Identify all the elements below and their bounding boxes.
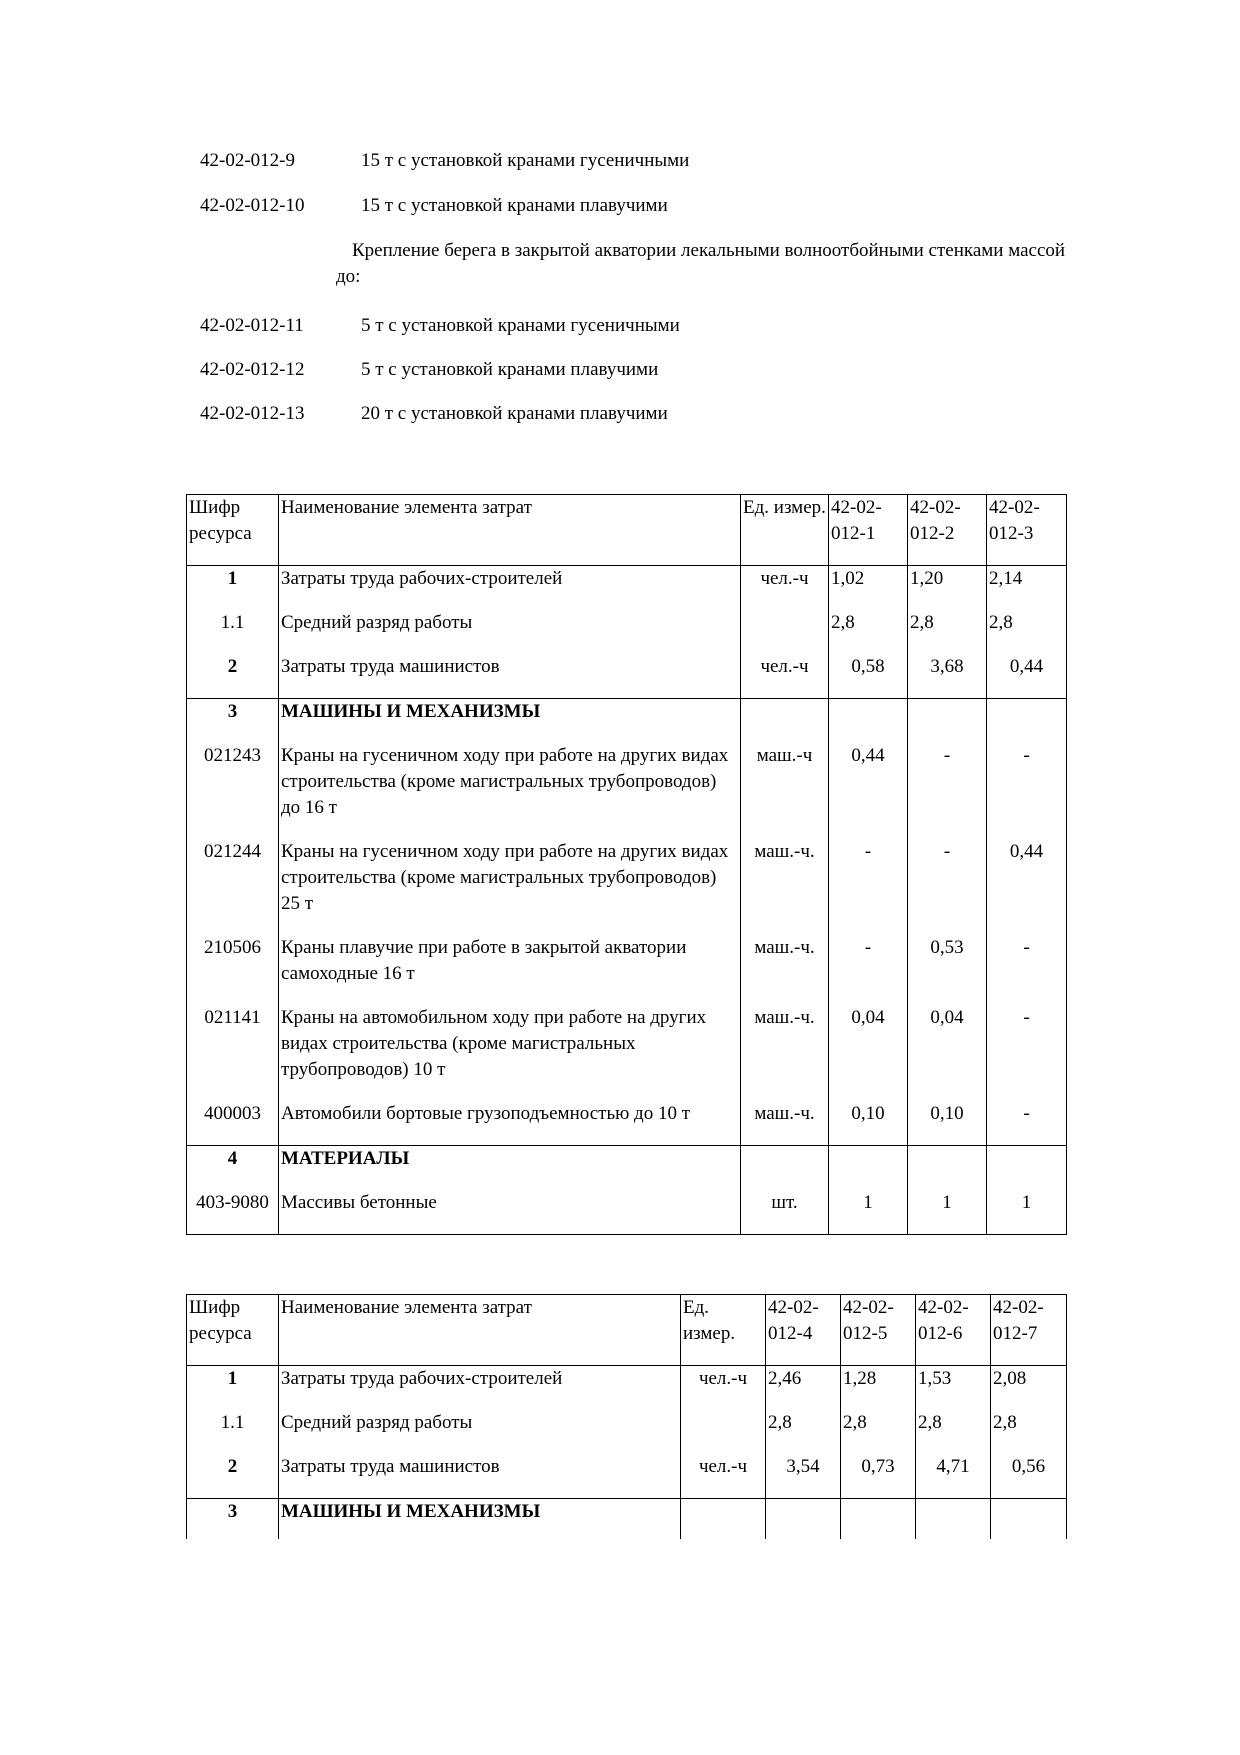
code-line <box>200 358 1080 382</box>
row-value <box>916 1499 991 1540</box>
row-value: 0,04 <box>829 1005 908 1101</box>
row-value: 2,8 <box>841 1410 916 1454</box>
row-value: 0,58 <box>829 654 908 699</box>
row-code: 403-9080 <box>187 1190 279 1235</box>
row-value: - <box>987 935 1067 1005</box>
row-value: 2,46 <box>766 1366 841 1411</box>
table-row <box>187 654 1067 699</box>
table-row <box>187 935 1067 1005</box>
row-value: 2,8 <box>766 1410 841 1454</box>
row-value: 2,8 <box>908 610 987 654</box>
code-desc: 20 т с установкой кранами плавучими <box>361 403 668 424</box>
row-name: Затраты труда рабочих-строителей <box>279 566 741 611</box>
header-cell: Ед. измер. <box>741 495 829 566</box>
row-value: 3,54 <box>766 1454 841 1499</box>
row-value: 0,73 <box>841 1454 916 1499</box>
row-value: - <box>987 743 1067 839</box>
row-code: 021243 <box>187 743 279 839</box>
table-row <box>187 566 1067 611</box>
row-value: 0,53 <box>908 935 987 1005</box>
code-line <box>200 402 1080 426</box>
row-unit: маш.-ч. <box>741 1101 829 1146</box>
row-name: Затраты труда рабочих-строителей <box>279 1366 681 1411</box>
header-cell: 42-02-012-1 <box>829 495 908 566</box>
row-code: 021244 <box>187 839 279 935</box>
row-name: Затраты труда машинистов <box>279 1454 681 1499</box>
table-header-row <box>187 1295 1067 1366</box>
row-code: 3 <box>187 1499 279 1540</box>
section-paragraph: Крепление берега в закрытой акватории лекальными волноотбойными стенками массой до: <box>336 240 1066 287</box>
row-value: - <box>987 1101 1067 1146</box>
code: 42-02-012-12 <box>200 359 305 380</box>
row-value <box>908 699 987 744</box>
row-name: Краны плавучие при работе в закрытой акватории самоходные 16 т <box>279 935 741 1005</box>
row-unit <box>741 610 829 654</box>
row-value: 0,10 <box>908 1101 987 1146</box>
table-header-row <box>187 495 1067 566</box>
code-desc: 15 т с установкой кранами гусеничными <box>361 150 690 171</box>
row-unit: маш.-ч. <box>741 1005 829 1101</box>
row-value: 0,56 <box>991 1454 1067 1499</box>
row-name: Краны на автомобильном ходу при работе на других видах строительства (кроме магистральных трубопроводов) 10 т <box>279 1005 741 1101</box>
row-value: 0,44 <box>829 743 908 839</box>
table-row <box>187 610 1067 654</box>
code-desc: 5 т с установкой кранами гусеничными <box>361 315 680 336</box>
code-desc: 5 т с установкой кранами плавучими <box>361 359 659 380</box>
row-value: - <box>908 839 987 935</box>
row-value: 1,53 <box>916 1366 991 1411</box>
table-row <box>187 1410 1067 1454</box>
row-code: 4 <box>187 1146 279 1191</box>
table-row <box>187 743 1067 839</box>
row-code: 3 <box>187 699 279 744</box>
table-row <box>187 1499 1067 1540</box>
row-value <box>829 1146 908 1191</box>
table-row <box>187 1366 1067 1411</box>
row-value <box>908 1146 987 1191</box>
resource-table-2 <box>186 1294 1067 1539</box>
row-code: 1.1 <box>187 610 279 654</box>
row-value: 2,8 <box>829 610 908 654</box>
row-unit: чел.-ч <box>681 1366 766 1411</box>
row-unit <box>741 699 829 744</box>
row-code: 400003 <box>187 1101 279 1146</box>
row-name: Массивы бетонные <box>279 1190 741 1235</box>
row-name: Краны на гусеничном ходу при работе на других видах строительства (кроме магистральных трубопроводов) до 16 т <box>279 743 741 839</box>
row-unit: маш.-ч. <box>741 935 829 1005</box>
header-cell: Шифр ресурса <box>187 1295 279 1366</box>
row-value: - <box>829 935 908 1005</box>
header-cell: 42-02-012-3 <box>987 495 1067 566</box>
row-code: 1 <box>187 566 279 611</box>
code-line <box>200 194 1080 218</box>
row-unit: маш.-ч. <box>741 839 829 935</box>
row-code: 2 <box>187 1454 279 1499</box>
row-value: 2,8 <box>991 1410 1067 1454</box>
row-value: 1,20 <box>908 566 987 611</box>
row-value: - <box>908 743 987 839</box>
table-row <box>187 1005 1067 1101</box>
row-value <box>987 1146 1067 1191</box>
row-value: - <box>987 1005 1067 1101</box>
code: 42-02-012-13 <box>200 403 305 424</box>
row-value <box>991 1499 1067 1540</box>
row-unit: маш.-ч <box>741 743 829 839</box>
table-row <box>187 699 1067 744</box>
header-cell: 42-02-012-6 <box>916 1295 991 1366</box>
row-unit: чел.-ч <box>681 1454 766 1499</box>
row-value: 0,44 <box>987 654 1067 699</box>
row-value: 1 <box>908 1190 987 1235</box>
row-name: МАШИНЫ И МЕХАНИЗМЫ <box>279 699 741 744</box>
header-cell: 42-02-012-7 <box>991 1295 1067 1366</box>
header-cell: 42-02-012-2 <box>908 495 987 566</box>
row-value: 1 <box>829 1190 908 1235</box>
code-line <box>200 149 1080 173</box>
row-name: Краны на гусеничном ходу при работе на других видах строительства (кроме магистральных трубопроводов) 25 т <box>279 839 741 935</box>
code: 42-02-012-11 <box>200 315 304 336</box>
row-value: 2,8 <box>987 610 1067 654</box>
row-value: 0,44 <box>987 839 1067 935</box>
row-value: 0,04 <box>908 1005 987 1101</box>
row-unit: чел.-ч <box>741 566 829 611</box>
row-unit <box>741 1146 829 1191</box>
header-cell: 42-02-012-4 <box>766 1295 841 1366</box>
table-row <box>187 1146 1067 1191</box>
header-cell: Наименование элемента затрат <box>279 1295 681 1366</box>
header-cell: Ед. измер. <box>681 1295 766 1366</box>
row-code: 210506 <box>187 935 279 1005</box>
row-value <box>829 699 908 744</box>
table-row <box>187 1190 1067 1235</box>
row-value: 3,68 <box>908 654 987 699</box>
row-code: 1.1 <box>187 1410 279 1454</box>
code-desc: 15 т с установкой кранами плавучими <box>361 195 668 216</box>
header-cell: Шифр ресурса <box>187 495 279 566</box>
row-value: 1 <box>987 1190 1067 1235</box>
table-row <box>187 1101 1067 1146</box>
row-code: 2 <box>187 654 279 699</box>
row-name: Автомобили бортовые грузоподъемностью до 10 т <box>279 1101 741 1146</box>
table-row <box>187 1454 1067 1499</box>
row-name: Средний разряд работы <box>279 1410 681 1454</box>
header-cell: 42-02-012-5 <box>841 1295 916 1366</box>
row-value <box>987 699 1067 744</box>
row-value: 2,14 <box>987 566 1067 611</box>
code: 42-02-012-10 <box>200 195 305 216</box>
row-unit <box>681 1410 766 1454</box>
row-value: 2,08 <box>991 1366 1067 1411</box>
row-value: 1,28 <box>841 1366 916 1411</box>
table-row <box>187 839 1067 935</box>
row-code: 1 <box>187 1366 279 1411</box>
code-line <box>200 314 1080 338</box>
row-value: 1,02 <box>829 566 908 611</box>
row-value: - <box>829 839 908 935</box>
row-code: 021141 <box>187 1005 279 1101</box>
row-unit: чел.-ч <box>741 654 829 699</box>
row-name: МАШИНЫ И МЕХАНИЗМЫ <box>279 1499 681 1540</box>
row-name: Затраты труда машинистов <box>279 654 741 699</box>
row-value: 2,8 <box>916 1410 991 1454</box>
code: 42-02-012-9 <box>200 150 295 171</box>
resource-table-1 <box>186 494 1067 1235</box>
row-value <box>766 1499 841 1540</box>
row-value <box>841 1499 916 1540</box>
row-value: 4,71 <box>916 1454 991 1499</box>
row-name: Средний разряд работы <box>279 610 741 654</box>
row-unit: шт. <box>741 1190 829 1235</box>
row-unit <box>681 1499 766 1540</box>
row-name: МАТЕРИАЛЫ <box>279 1146 741 1191</box>
header-cell: Наименование элемента затрат <box>279 495 741 566</box>
row-value: 0,10 <box>829 1101 908 1146</box>
